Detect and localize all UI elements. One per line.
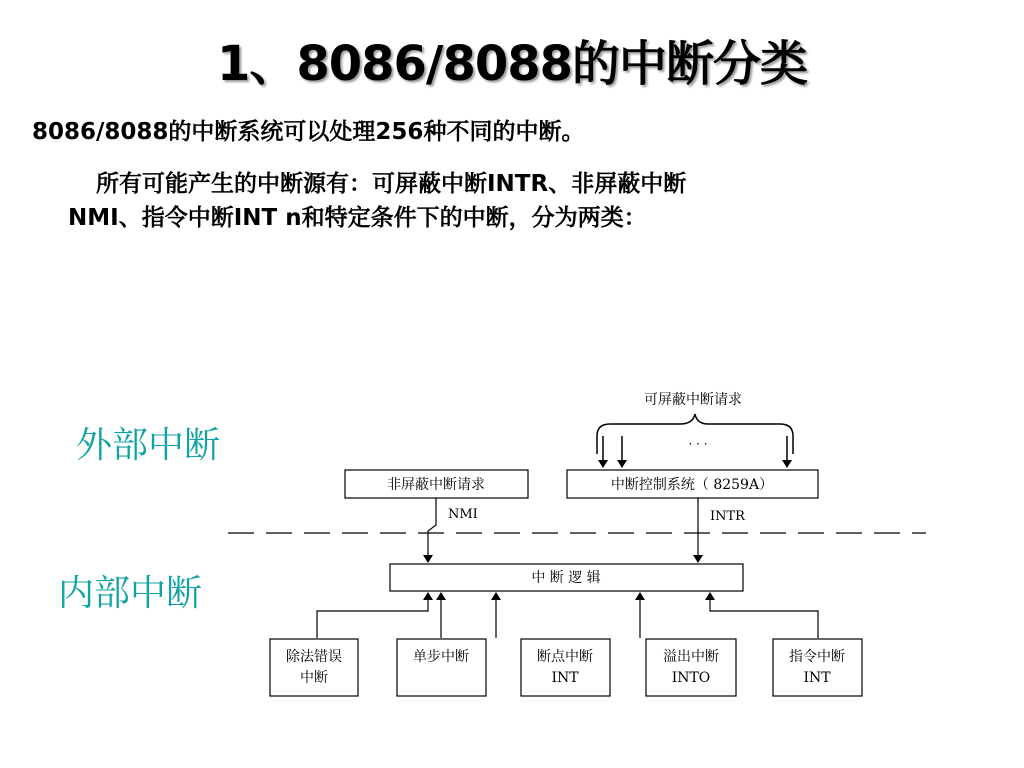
source-divide-error-line1: 除法错误	[286, 649, 342, 665]
irq-ellipsis: · · ·	[688, 437, 708, 451]
connector-instruction	[710, 593, 818, 638]
interrupt-logic-label: 中 断 逻 辑	[531, 570, 601, 586]
maskable-request-label: 可屏蔽中断请求	[644, 392, 742, 408]
slide-title: 1、8086/8088的中断分类	[216, 36, 808, 92]
external-interrupt-label: 外部中断	[76, 425, 221, 466]
connector-divide-error	[317, 593, 428, 638]
source-single-step-line1: 单步中断	[413, 649, 469, 665]
nmi-signal-label: NMI	[448, 507, 478, 522]
source-divide-error-line2: 中断	[300, 670, 328, 686]
source-box-instruction	[773, 639, 862, 696]
source-overflow-line2: INTO	[671, 670, 711, 686]
source-box-breakpoint	[521, 639, 610, 696]
intr-signal-label: INTR	[710, 509, 745, 524]
intro-line-1: 8086/8088的中断系统可以处理256种不同的中断。	[32, 119, 585, 145]
nmi-path	[428, 498, 436, 562]
intro-line-3: NMI、指令中断INT n和特定条件下的中断，分为两类：	[68, 205, 647, 231]
nmi-request-label: 非屏蔽中断请求	[387, 477, 485, 493]
source-instruction-line2: INT	[803, 670, 831, 686]
source-overflow-line1: 溢出中断	[663, 649, 719, 665]
pic-8259a-label: 中断控制系统（ 8259A）	[610, 477, 774, 493]
source-box-single-step	[397, 639, 486, 696]
source-box-overflow	[646, 639, 736, 696]
internal-interrupt-label: 内部中断	[58, 573, 203, 614]
source-breakpoint-line2: INT	[551, 670, 579, 686]
source-instruction-line1: 指令中断	[789, 649, 845, 665]
source-box-divide-error	[270, 639, 358, 696]
source-breakpoint-line1: 断点中断	[537, 649, 593, 665]
intro-line-2: 所有可能产生的中断源有：可屏蔽中断INTR、非屏蔽中断	[96, 171, 687, 197]
